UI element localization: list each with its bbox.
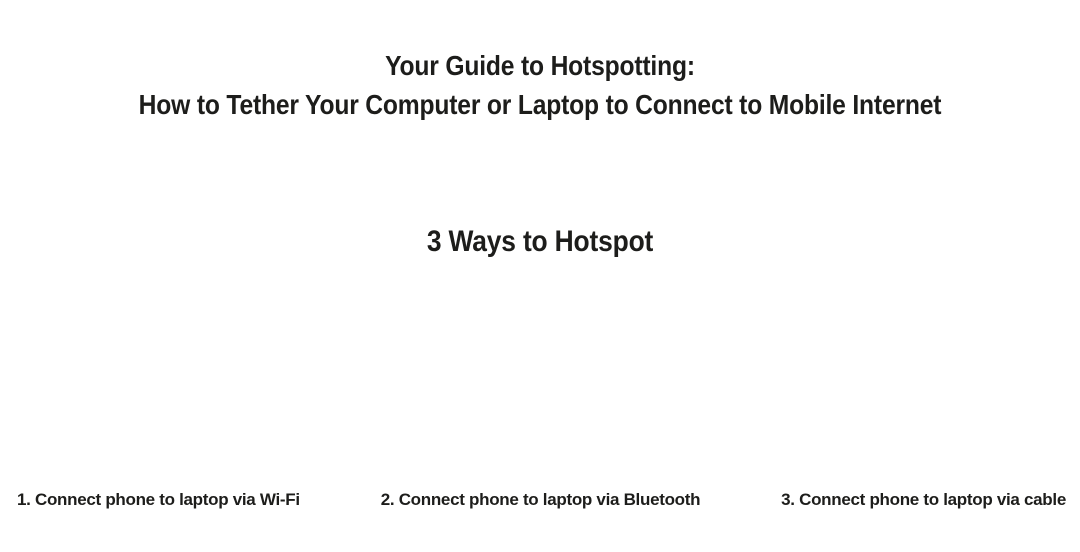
page-title-line-1: Your Guide to Hotspotting: bbox=[385, 50, 695, 81]
method-caption-cable: 3. Connect phone to laptop via cable bbox=[781, 490, 1066, 509]
method-caption-wifi: 1. Connect phone to laptop via Wi-Fi bbox=[17, 490, 300, 509]
method-caption-bluetooth: 2. Connect phone to laptop via Bluetooth bbox=[380, 490, 701, 509]
page-title-line-2: How to Tether Your Computer or Laptop to Connect to Mobile Internet bbox=[138, 89, 942, 120]
page-title bbox=[0, 46, 1080, 124]
methods-row bbox=[17, 486, 1066, 514]
section-heading: 3 Ways to Hotspot bbox=[426, 225, 654, 258]
